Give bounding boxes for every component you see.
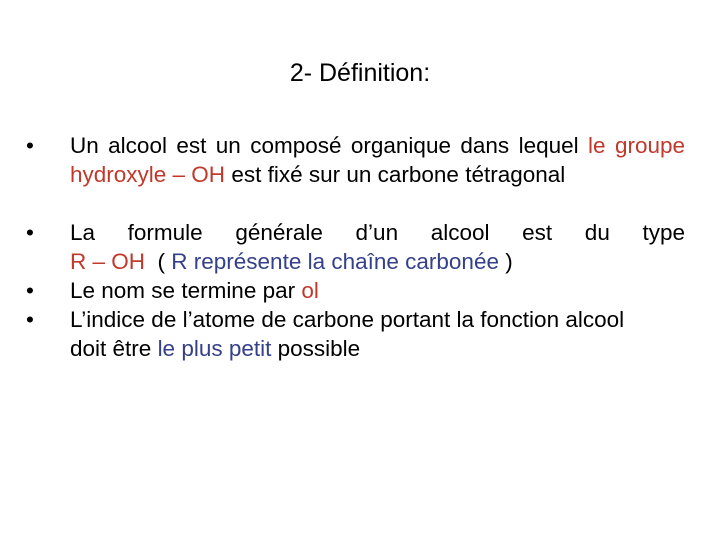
bullet-text-part: Le nom se termine par — [70, 278, 302, 303]
slide-title-text: 2- Définition: — [289, 59, 431, 87]
bullet-text-part: L’indice de l’atome de carbone portant la fonction alcool doit être — [70, 307, 625, 361]
bullet-text-line — [70, 247, 696, 276]
bullet-item-carbon-index — [26, 305, 696, 363]
highlight-hydroxyl-group: le groupe hydroxyle – OH — [70, 133, 686, 187]
bullet-item-definition — [26, 131, 696, 218]
highlight-explanation: R représente la chaîne carbonée — [171, 249, 499, 274]
bullet-item-suffix — [26, 276, 696, 305]
paren-open: ( — [145, 249, 172, 274]
paren-close: ) — [498, 249, 513, 274]
bullet-text — [70, 131, 685, 189]
bullet-text-part: Un alcool est un composé organique dans lequel — [70, 133, 589, 158]
bullet-dot: • — [26, 133, 34, 158]
highlight-smallest: le plus petit — [157, 336, 272, 361]
highlight-formula: R – OH — [70, 249, 146, 274]
bullet-text — [70, 305, 630, 363]
bullet-dot: • — [26, 307, 34, 332]
bullet-list — [26, 131, 696, 363]
bullet-dot: • — [26, 220, 34, 245]
bullet-text — [70, 276, 696, 305]
bullet-text-part: possible — [271, 336, 361, 361]
bullet-item-general-formula — [26, 218, 696, 276]
bullet-dot: • — [26, 278, 34, 303]
slide-title — [0, 55, 720, 91]
highlight-suffix: ol — [301, 278, 319, 303]
bullet-text-line: La formule générale d’un alcool est du type — [70, 220, 685, 245]
bullet-text-part: est fixé sur un carbone tétragonal — [225, 162, 566, 187]
